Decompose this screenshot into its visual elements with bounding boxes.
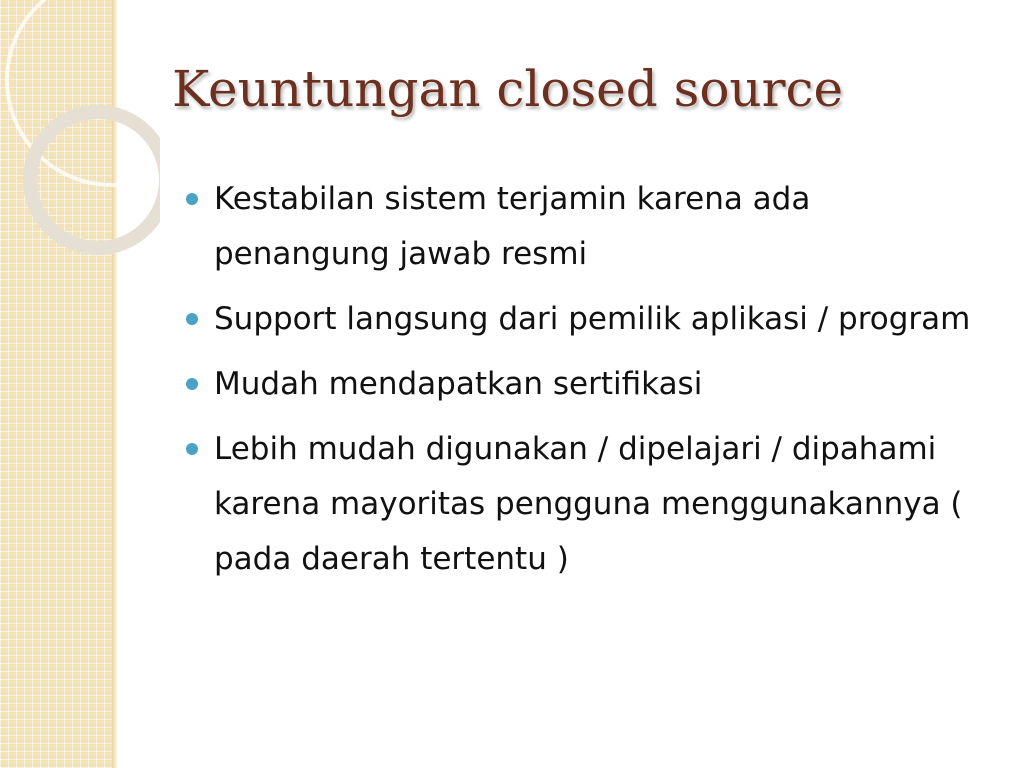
bullet-list [182, 172, 982, 597]
bullet-text: Support langsung dari pemilik aplikasi / program [214, 301, 971, 337]
bullet-text: Kestabilan sistem terjamin karena ada penangung jawab resmi [214, 181, 811, 272]
bullet-item [182, 422, 982, 587]
bullet-item [182, 172, 982, 282]
bullet-text: Mudah mendapatkan sertifikasi [214, 366, 703, 402]
bullet-dot-icon [186, 313, 198, 325]
bullet-text: Lebih mudah digunakan / dipelajari / dipahami karena mayoritas pengguna menggunakannya ( pada daerah tertentu ) [214, 431, 963, 577]
bullet-dot-icon [186, 443, 198, 455]
bullet-item [182, 292, 982, 347]
bullet-dot-icon [186, 378, 198, 390]
decorative-rings [0, 0, 160, 260]
bullet-dot-icon [186, 193, 198, 205]
bullet-item [182, 357, 982, 412]
slide-title: Keuntungan closed source [172, 60, 844, 118]
